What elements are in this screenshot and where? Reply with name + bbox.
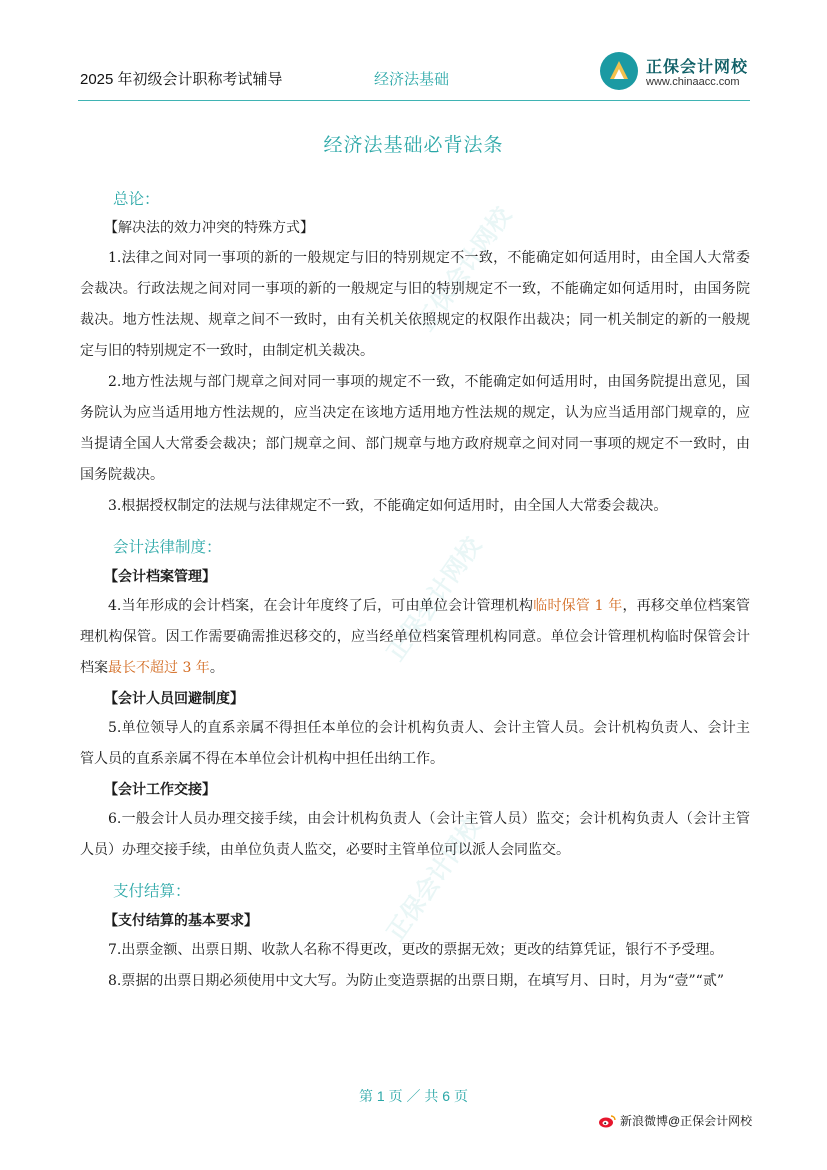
highlight-text: 临时保管 1 年	[533, 598, 623, 614]
paragraph: 8.票据的出票日期必须使用中文大写。为防止变造票据的出票日期，在填写月、日时，月为“壹”“贰”	[108, 973, 724, 989]
text-run: 。	[209, 660, 224, 676]
subheading: 【会计档案管理】	[104, 568, 216, 584]
site-logo[interactable]	[600, 50, 760, 94]
subheading: 【解决法的效力冲突的特殊方式】	[104, 220, 314, 236]
logo-name: 正保会计网校	[646, 59, 749, 76]
paragraph: 3.根据授权制定的法规与法律规定不一致，不能确定如何适用时，由全国人大常委会裁决。	[108, 498, 668, 514]
logo-url: www.chinaacc.com	[646, 76, 740, 88]
page-number: 第 1 页 ／ 共 6 页	[359, 1088, 468, 1104]
document-title: 经济法基础必背法条	[323, 135, 504, 156]
section-title-general: 总论：	[113, 191, 160, 208]
header-divider	[78, 100, 750, 101]
text-run: 4.当年形成的会计档案，在会计年度终了后，可由单位会计管理机构	[108, 598, 534, 614]
subheading: 【会计人员回避制度】	[104, 690, 244, 706]
paragraph: 6.一般会计人员办理交接手续，由会计机构负责人（会计主管人员）监交；会计机构负责人（会计主管人员）办理交接手续，由单位负责人监交，必要时主管单位可以派人会同监交。	[80, 811, 750, 858]
header-course-title: 2025 年初级会计职称考试辅导	[80, 71, 283, 88]
paragraph: 2.地方性法规与部门规章之间对同一事项的规定不一致，不能确定如何适用时，由国务院提出意见，国务院认为应当适用地方性法规的，应当决定在该地方适用地方性法规的规定，认为应当适用部门规章的，应当提请全国人大常委会裁决；部门规章之间、部门规章与地方政府规章之间对同一事项的规定不一致时，由国务院裁决。	[80, 374, 750, 483]
watermark-text: 正保会计网校	[382, 812, 487, 946]
weibo-icon	[598, 1114, 616, 1128]
watermark-text: 正保会计网校	[382, 532, 487, 666]
logo-icon	[600, 52, 638, 90]
paragraph: 7.出票金额、出票日期、收款人名称不得更改，更改的票据无效；更改的结算凭证，银行不予受理。	[108, 942, 724, 958]
watermark-text: 正保会计网校	[412, 202, 517, 336]
subheading: 【支付结算的基本要求】	[104, 912, 258, 928]
paragraph: 5.单位领导人的直系亲属不得担任本单位的会计机构负责人、会计主管人员。会计机构负责人、会计主管人员的直系亲属不得在本单位会计机构中担任出纳工作。	[80, 720, 750, 767]
paragraph	[80, 591, 750, 684]
section-title-accounting: 会计法律制度：	[113, 539, 222, 556]
weibo-credit[interactable]	[598, 1112, 752, 1129]
section-title-payment: 支付结算：	[113, 883, 191, 900]
paragraph: 1.法律之间对同一事项的新的一般规定与旧的特别规定不一致，不能确定如何适用时，由全国人大常委会裁决。行政法规之间对同一事项的新的一般规定与旧的特别规定不一致，不能确定如何适用时，由国务院裁决。地方性法规、规章之间不一致时，由有关机关依照规定的权限作出裁决；同一机关制定的新的一般规定与旧的特别规定不一致时，由制定机关裁决。	[80, 250, 750, 359]
subheading: 【会计工作交接】	[104, 781, 216, 797]
text-run: ，再移交单位档案管理机构保管。因工作需要确需推迟移交的，应当经单位档案管理机构同意。单位会计管理机构临时保管会计档案	[80, 598, 751, 676]
weibo-text: 新浪微博@正保会计网校	[620, 1114, 753, 1128]
highlight-text: 最长不超过 3 年	[108, 660, 210, 676]
document-body	[80, 180, 750, 997]
header-subject: 经济法基础	[374, 71, 450, 88]
